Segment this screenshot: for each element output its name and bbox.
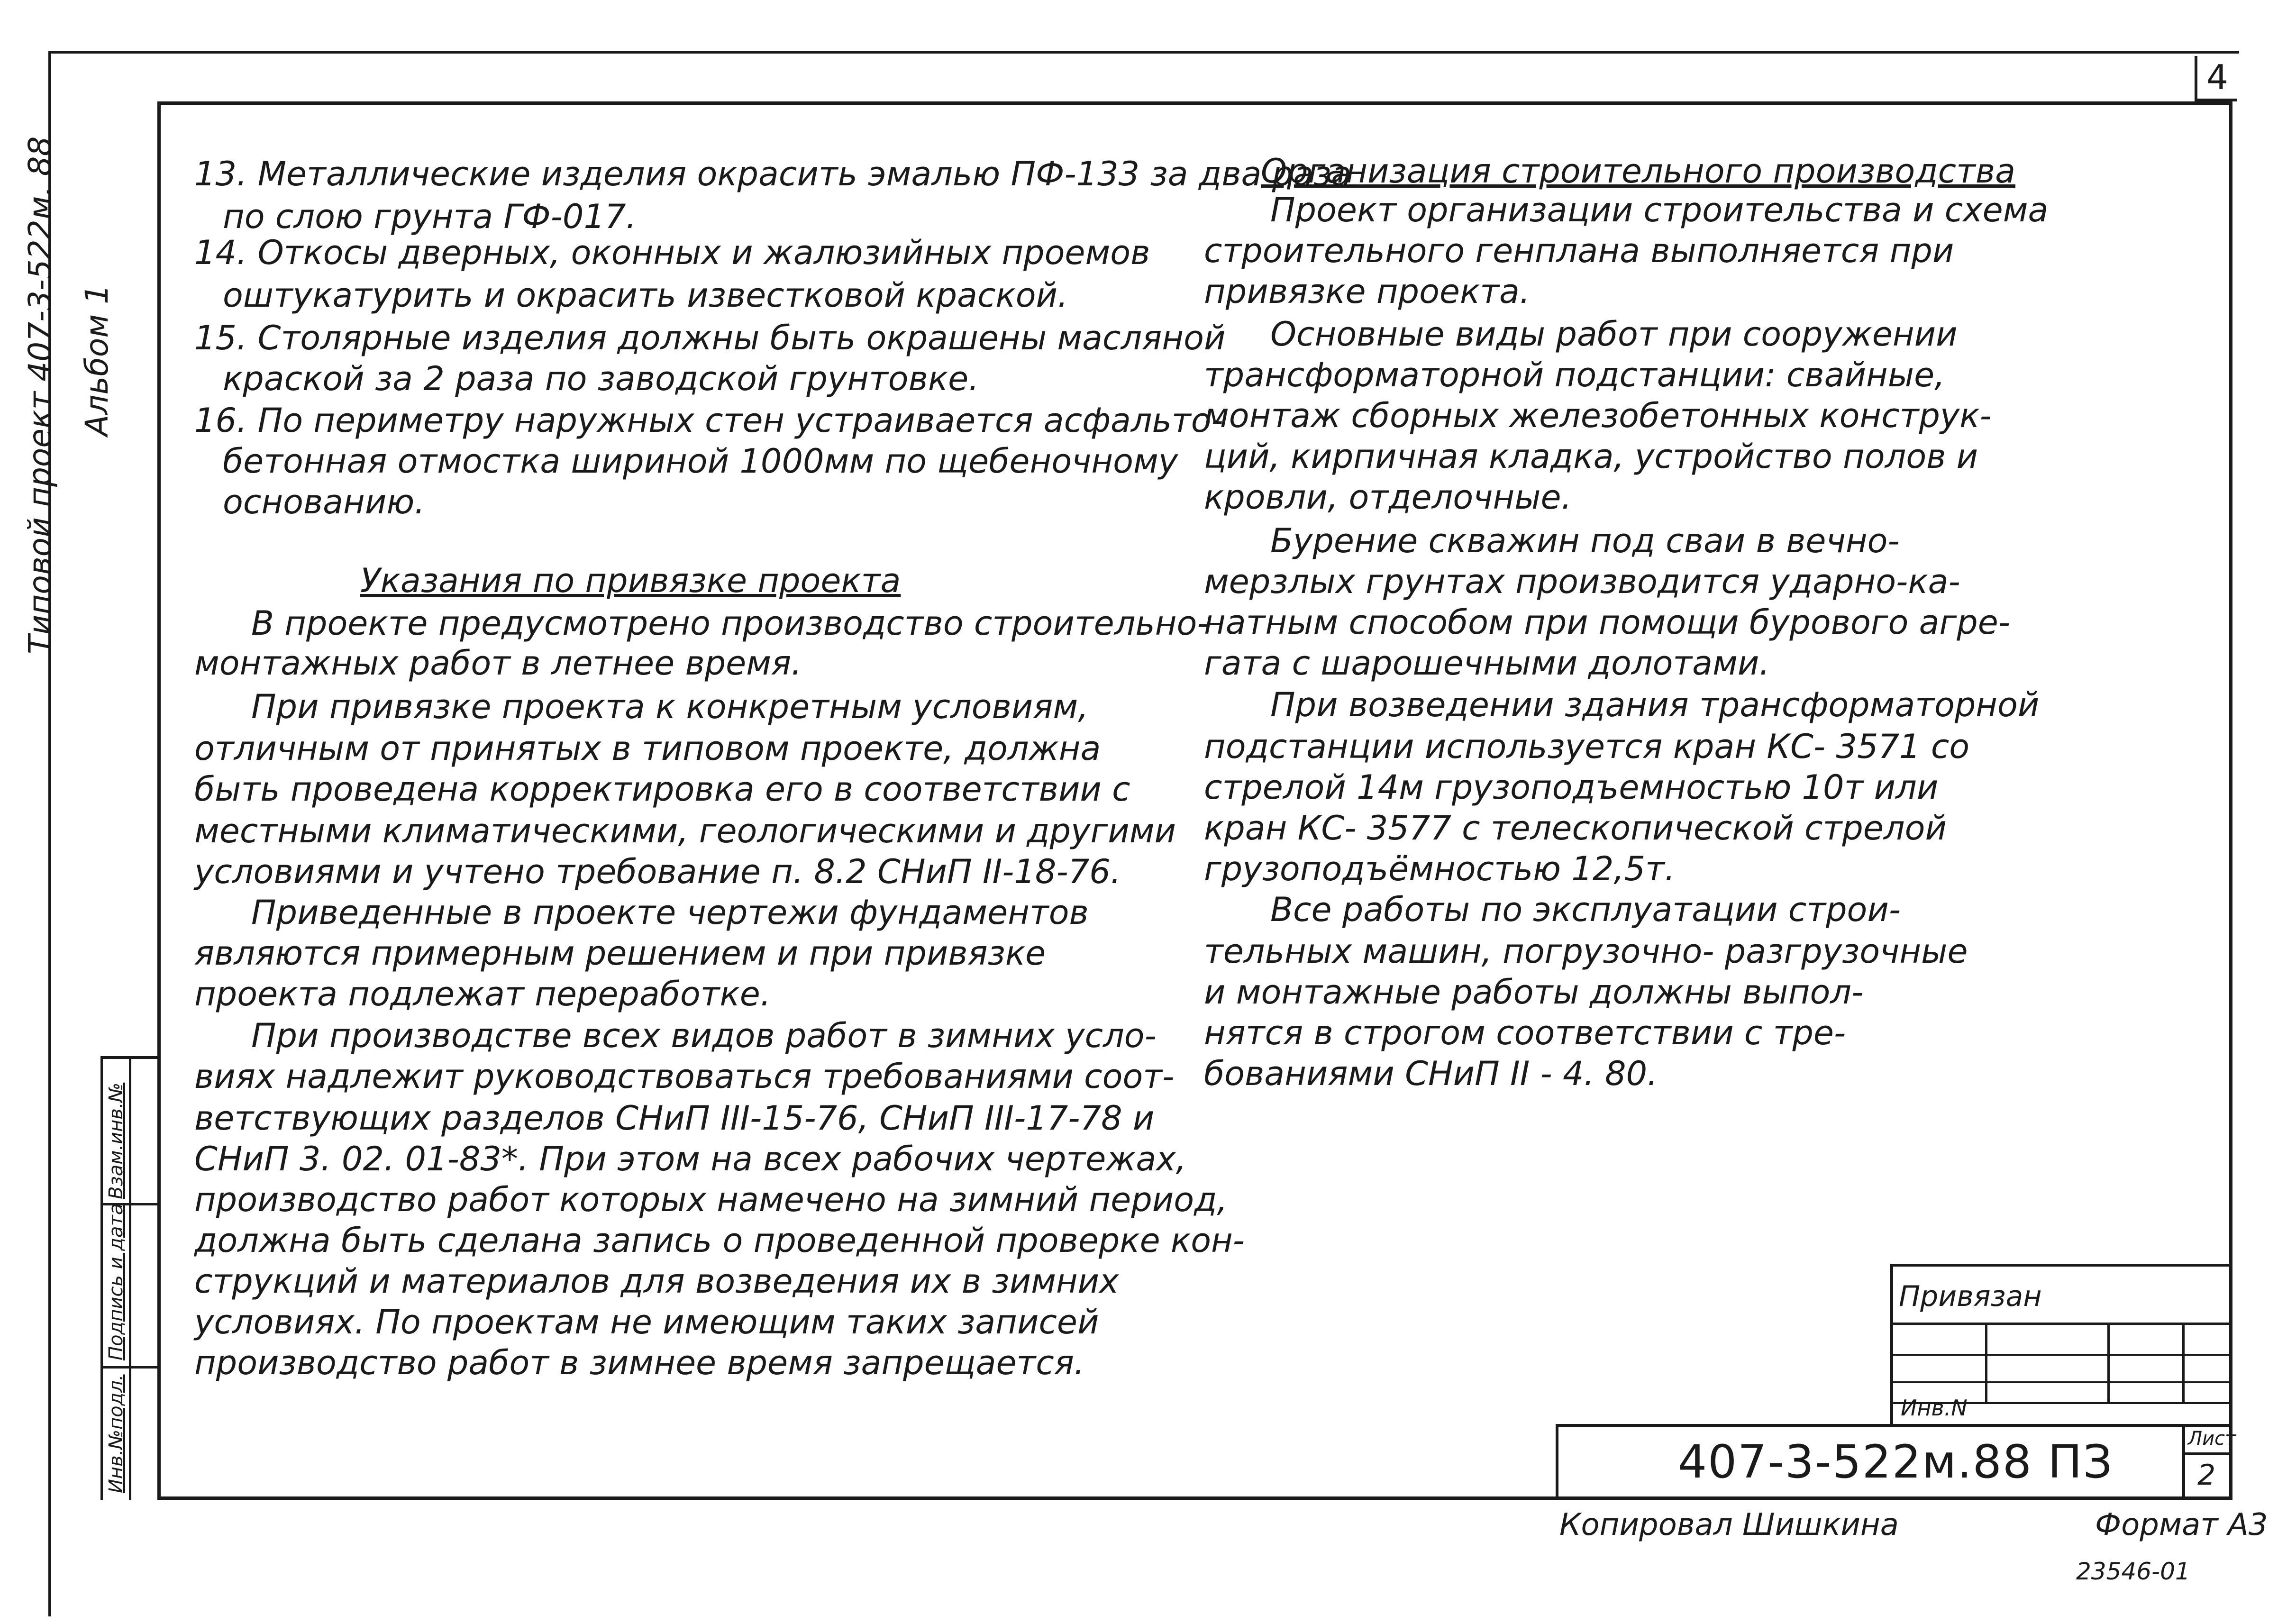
side-project-title: Типовой проект 407-3-522м. 88 bbox=[22, 136, 58, 654]
binding-line-7: условиями и учтено требование п. 8.2 СНиП II-18-76. bbox=[194, 852, 1121, 891]
org-line-11: натным способом при помощи бурового агре- bbox=[1204, 603, 2011, 642]
drawing-number: 23546-01 bbox=[2076, 1558, 2190, 1585]
heading-organization: Организация строительного производства bbox=[1261, 152, 2016, 191]
item-15-line1: 15. Столярные изделия должны быть окрашены масляной bbox=[194, 319, 1226, 357]
tb-hline-1 bbox=[1890, 1323, 2232, 1325]
binding-line-5: быть проведена корректировка его в соответствии с bbox=[194, 770, 1130, 809]
tb-main-top bbox=[1556, 1424, 2232, 1427]
list-label: Лист bbox=[2188, 1428, 2236, 1450]
heading-binding: Указания по привязке проекта bbox=[360, 561, 901, 600]
tb-hline-3 bbox=[1890, 1381, 2232, 1383]
org-line-17: грузоподъёмностью 12,5т. bbox=[1204, 849, 1676, 888]
binding-line-17: струкций и материалов для возведения их в зимних bbox=[194, 1262, 1119, 1301]
binding-line-18: условиях. По проектам не имеющим таких записей bbox=[194, 1303, 1099, 1341]
org-line-20: и монтажные работы должны выпол- bbox=[1204, 973, 1864, 1012]
item-14-line2: оштукатурить и окрасить известковой краской. bbox=[223, 276, 1068, 315]
item-13-line1: 13. Металлические изделия окрасить эмалью ПФ-133 за два раза bbox=[194, 155, 1352, 193]
org-line-12: гата с шарошечными долотами. bbox=[1204, 644, 1770, 683]
item-13-line2: по слою грунта ГФ-017. bbox=[223, 197, 637, 236]
outer-frame-top bbox=[48, 51, 2239, 54]
org-line-15: стрелой 14м грузоподъемностью 10т или bbox=[1204, 768, 1939, 807]
binding-line-14: СНиП 3. 02. 01-83*. При этом на всех рабочих чертежах, bbox=[194, 1140, 1186, 1178]
privyazan-label: Привязан bbox=[1899, 1280, 2042, 1313]
stamp-label-inv: Инв.№подл. bbox=[105, 1374, 127, 1493]
item-14-line1: 14. Откосы дверных, оконных и жалюзийных проемов bbox=[194, 233, 1150, 272]
list-number: 2 bbox=[2197, 1459, 2216, 1492]
stamp-label-sign: Подпись и дата bbox=[105, 1203, 127, 1360]
stamp-divider-1 bbox=[100, 1366, 157, 1369]
org-line-1: Проект организации строительства и схема bbox=[1270, 191, 2049, 229]
org-line-18: Все работы по эксплуатации строи- bbox=[1270, 890, 1901, 929]
binding-line-6: местными климатическими, геологическими и другими bbox=[194, 812, 1176, 850]
binding-line-13: ветствующих разделов СНиП III-15-76, СНиП III-17-78 и bbox=[194, 1099, 1155, 1138]
org-line-14: подстанции используется кран КС- 3571 со bbox=[1204, 727, 1970, 766]
org-line-4: Основные виды работ при сооружении bbox=[1270, 315, 1958, 354]
stamp-col-2 bbox=[129, 1059, 157, 1500]
tb-vline-1 bbox=[1985, 1323, 1987, 1403]
tb-main-left bbox=[1556, 1424, 1558, 1500]
binding-line-2: монтажных работ в летнее время. bbox=[194, 644, 802, 683]
tb-list-divider bbox=[2182, 1424, 2185, 1500]
binding-line-1: В проекте предусмотрено производство строительно- bbox=[251, 604, 1209, 643]
tb-list-hline bbox=[2182, 1452, 2232, 1455]
tb-vline-left bbox=[1890, 1264, 1893, 1425]
binding-line-12: виях надлежит руководствоваться требованиями соот- bbox=[194, 1057, 1175, 1096]
org-line-7: ций, кирпичная кладка, устройство полов и bbox=[1204, 437, 1978, 476]
org-line-2: строительного генплана выполняется при bbox=[1204, 231, 1954, 270]
binding-line-11: При производстве всех видов работ в зимних усло- bbox=[251, 1016, 1157, 1055]
binding-line-16: должна быть сделана запись о проведенной проверке кон- bbox=[194, 1221, 1245, 1260]
item-16-line3: основанию. bbox=[223, 483, 425, 521]
side-album-label: Альбом 1 bbox=[79, 284, 115, 436]
item-16-line1: 16. По периметру наружных стен устраивается асфальто- bbox=[194, 401, 1223, 440]
org-line-5: трансформаторной подстанции: свайные, bbox=[1204, 356, 1945, 394]
org-line-19: тельных машин, погрузочно- разгрузочные bbox=[1204, 932, 1968, 971]
org-line-22: бованиями СНиП II - 4. 80. bbox=[1204, 1054, 1658, 1093]
binding-line-9: являются примерным решением и при привязке bbox=[194, 934, 1046, 973]
org-line-10: мерзлых грунтах производится ударно-ка- bbox=[1204, 562, 1960, 601]
org-line-16: кран КС- 3577 с телескопической стрелой bbox=[1204, 809, 1947, 848]
document-code: 407-3-522м.88 ПЗ bbox=[1678, 1435, 2114, 1488]
item-16-line2: бетонная отмостка шириной 1000мм по щебеночному bbox=[223, 442, 1178, 481]
binding-line-3: При привязке проекта к конкретным условиям, bbox=[251, 687, 1089, 726]
binding-line-19: производство работ в зимнее время запрещается. bbox=[194, 1343, 1085, 1382]
tb-vline-3 bbox=[2182, 1323, 2185, 1403]
org-line-13: При возведении здания трансформаторной bbox=[1270, 685, 2040, 724]
org-line-3: привязке проекта. bbox=[1204, 272, 1531, 311]
copied-by: Копировал Шишкина bbox=[1559, 1507, 1899, 1542]
stamp-label-vzam: Взам.инв.№ bbox=[105, 1082, 127, 1199]
binding-line-8: Приведенные в проекте чертежи фундаментов bbox=[251, 893, 1089, 932]
tb-hline-top bbox=[1890, 1264, 2232, 1267]
inv-label: Инв.N bbox=[1901, 1395, 1968, 1421]
binding-line-10: проекта подлежат переработке. bbox=[194, 975, 771, 1013]
org-line-6: монтаж сборных железобетонных конструк- bbox=[1204, 396, 1992, 435]
item-15-line2: краской за 2 раза по заводской грунтовке. bbox=[223, 359, 979, 398]
format-label: Формат А3 bbox=[2095, 1507, 2268, 1542]
binding-line-4: отличным от принятых в типовом проекте, должна bbox=[194, 729, 1101, 768]
binding-line-15: производство работ которых намечено на зимний период, bbox=[194, 1180, 1228, 1219]
org-line-8: кровли, отделочные. bbox=[1204, 478, 1572, 517]
sheet-corner-number: 4 bbox=[2195, 56, 2237, 101]
tb-hline-2 bbox=[1890, 1354, 2232, 1356]
org-line-21: нятся в строгом соответствии с тре- bbox=[1204, 1013, 1846, 1052]
org-line-9: Бурение скважин под сваи в вечно- bbox=[1270, 521, 1900, 560]
tb-vline-2 bbox=[2107, 1323, 2110, 1403]
